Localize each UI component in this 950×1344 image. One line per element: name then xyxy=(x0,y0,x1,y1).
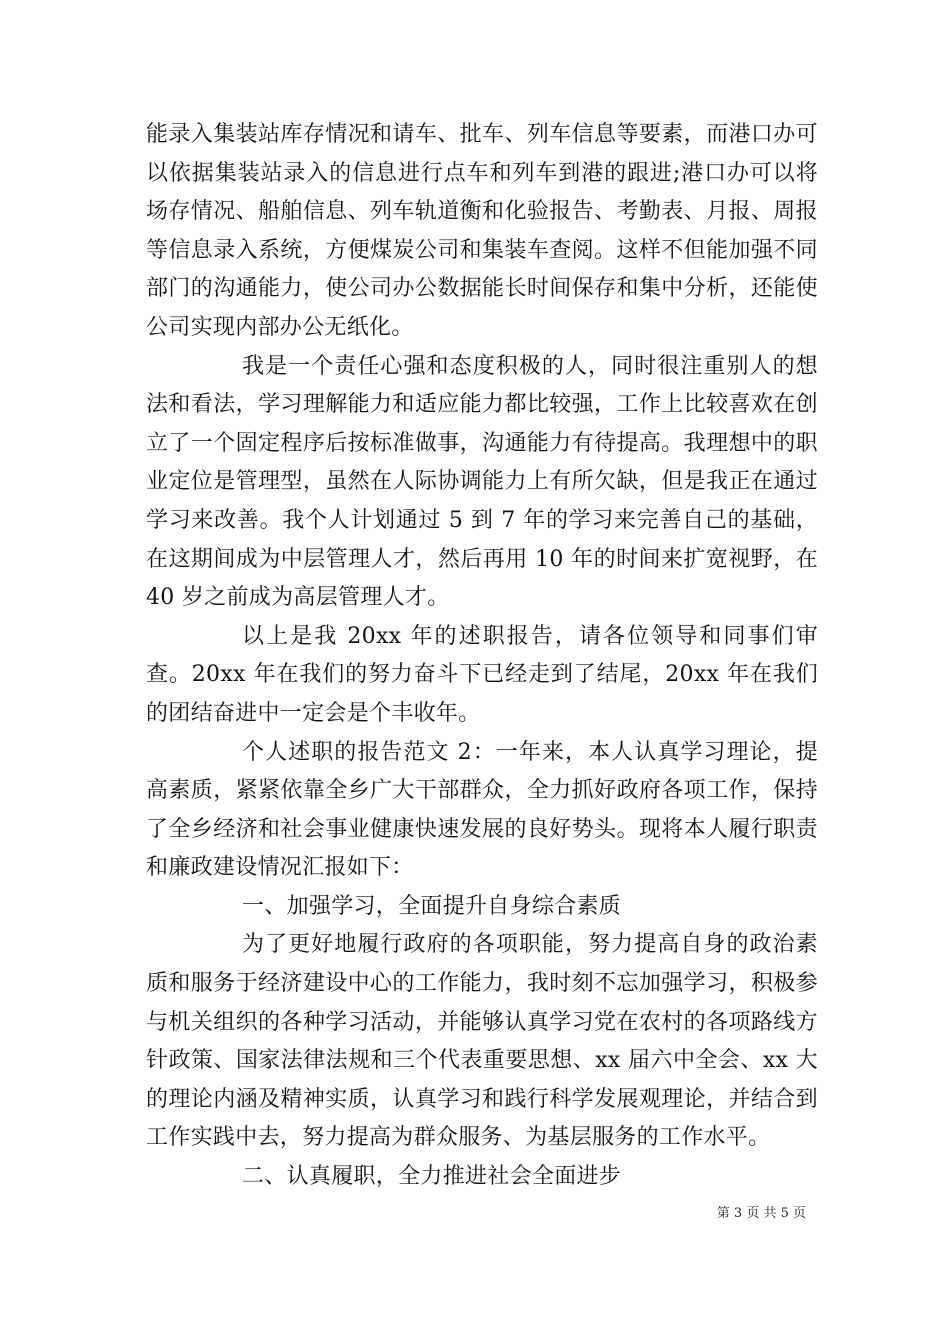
paragraph-study: 为了更好地履行政府的各项职能，努力提高自身的政治素质和服务于经济建设中心的工作能力，我时刻不忘加强学习，积极参与机关组织的各种学习活动，并能够认真学习党在农村的各项路线方针政策、国家法律法规和三个代表重要思想、xx 届六中全会、xx 大的理论内涵及精神实质，认真学习和践行科学发展观理论，并结合到工作实践中去，努力提高为群众服务、为基层服务的工作水平。 xyxy=(146,932,818,1151)
document-body xyxy=(146,116,818,1197)
section-heading-2: 二、认真履职，全力推进社会全面进步 xyxy=(242,1164,622,1190)
paragraph-sample-2-intro: 个人述职的报告范文 2：一年来，本人认真学习理论，提高素质，紧紧依靠全乡广大干部群众，全力抓好政府各项工作，保持了全乡经济和社会事业健康快速发展的良好势头。现将本人履行职责和廉政建设情况汇报如下： xyxy=(146,739,818,881)
page-number: 第 3 页 共 5 页 xyxy=(716,1206,806,1221)
paragraph-closing: 以上是我 20xx 年的述职报告，请各位领导和同事们审查。20xx 年在我们的努力奋斗下已经走到了结尾，20xx 年在我们的团结奋进中一定会是个丰收年。 xyxy=(146,623,818,726)
section-heading-1: 一、加强学习，全面提升自身综合素质 xyxy=(242,893,622,919)
paragraph-self-assessment: 我是一个责任心强和态度积极的人，同时很注重别人的想法和看法，学习理解能力和适应能力都比较强，工作上比较喜欢在创立了一个固定程序后按标准做事，沟通能力有待提高。我理想中的职业定位是管理型，虽然在人际协调能力上有所欠缺，但是我正在通过学习来改善。我个人计划通过 5 到 7 年的学习来完善自己的基础，在这期间成为中层管理人才，然后再用 10 年的时间来扩宽视野，在 40 岁之前成为高层管理人才。 xyxy=(146,353,818,611)
paragraph-continuation: 能录入集装站库存情况和请车、批车、列车信息等要素，而港口办可以依据集装站录入的信息进行点车和列车到港的跟进;港口办可以将场存情况、船舶信息、列车轨道衡和化验报告、考勤表、月报、周报等信息录入系统，方便煤炭公司和集装车查阅。这样不但能加强不同部门的沟通能力，使公司办公数据能长时间保存和集中分析，还能使公司实现内部办公无纸化。 xyxy=(146,122,818,340)
